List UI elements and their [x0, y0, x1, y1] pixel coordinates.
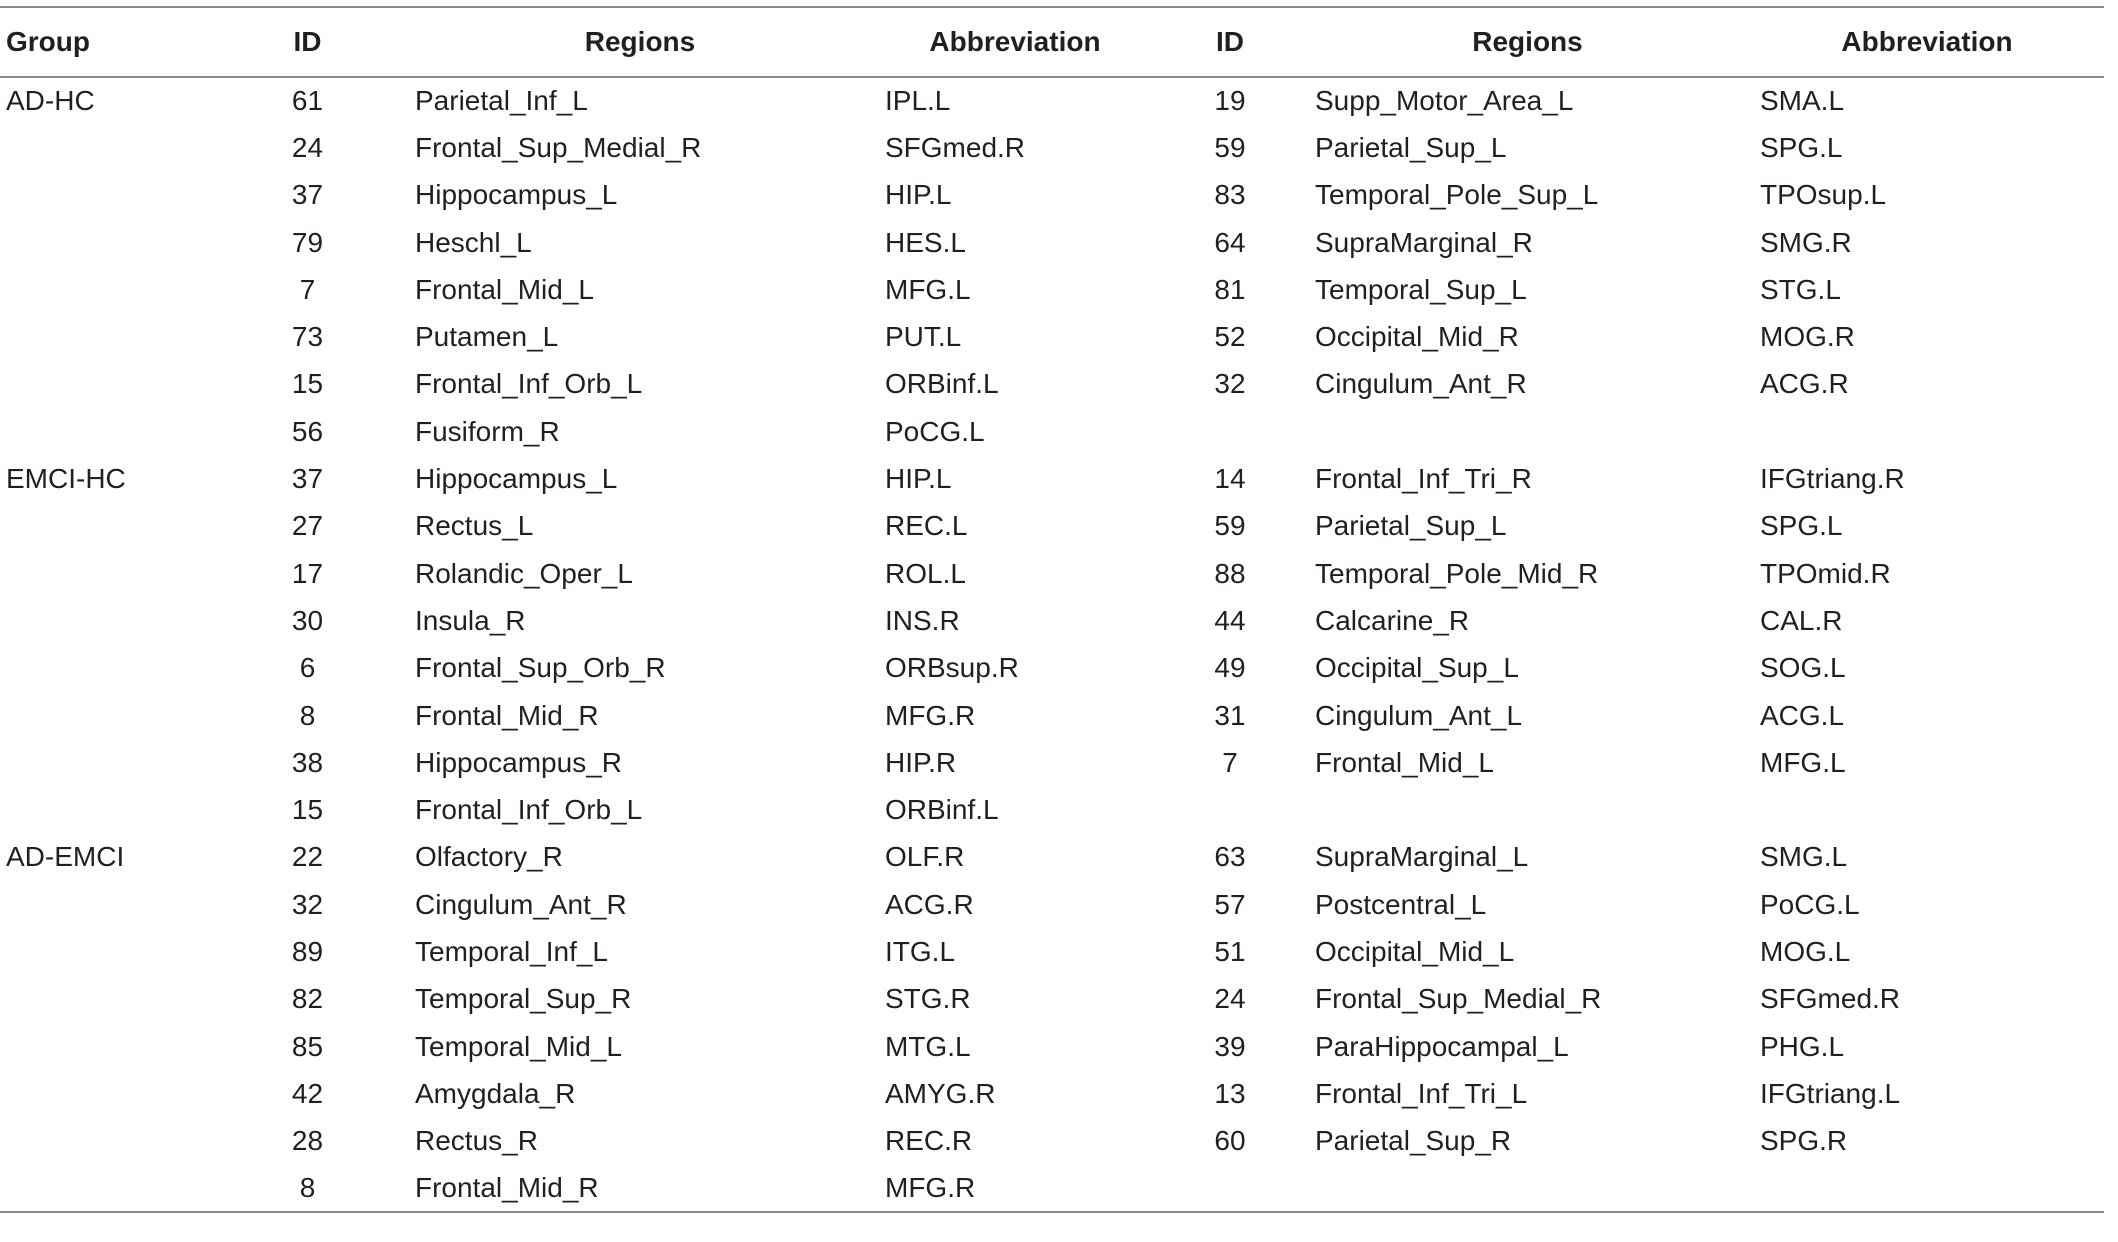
abbreviation-cell-left: REC.R [885, 1125, 973, 1157]
region-cell-right: Occipital_Mid_L [1315, 935, 1515, 967]
region-cell-left: Frontal_Sup_Medial_R [415, 131, 702, 163]
id-cell-left: 42 [291, 1077, 324, 1109]
region-cell-right: Cingulum_Ant_R [1315, 368, 1527, 400]
table-row [0, 219, 2104, 266]
table-row [0, 124, 2104, 171]
id-cell-left: 8 [299, 699, 316, 731]
abbreviation-cell-left: HIP.L [885, 179, 952, 211]
region-cell-left: Rectus_R [415, 1125, 538, 1157]
id-cell-left: 73 [291, 321, 324, 353]
group-cell [0, 408, 210, 455]
table-row [0, 1070, 2104, 1117]
table-row [0, 881, 2104, 928]
id-cell-left: 61 [291, 85, 324, 117]
abbreviation-cell-left: ACG.R [885, 888, 974, 920]
id-cell-left: 24 [291, 131, 324, 163]
id-cell-right: 59 [1214, 131, 1246, 163]
id-cell-right: 64 [1214, 226, 1246, 258]
id-cell-right: 88 [1214, 557, 1246, 589]
region-cell-left: Fusiform_R [415, 415, 560, 447]
group-cell [0, 503, 210, 550]
id-cell-right: 44 [1214, 604, 1246, 636]
region-cell-right: Calcarine_R [1315, 604, 1470, 636]
region-cell-left: Rolandic_Oper_L [415, 557, 633, 589]
group-cell [0, 313, 210, 360]
group-cell [0, 928, 210, 975]
id-cell-right [1155, 408, 1305, 455]
table-row [0, 455, 2104, 502]
id-cell-left: 17 [291, 557, 324, 589]
group-cell [0, 1023, 210, 1070]
region-cell-right: SupraMarginal_L [1315, 841, 1529, 873]
region-cell-right: Occipital_Sup_L [1315, 652, 1519, 684]
region-cell-right: Occipital_Mid_R [1315, 321, 1519, 353]
region-cell-left: Frontal_Sup_Orb_R [415, 652, 666, 684]
abbreviation-cell-right [1750, 408, 2104, 455]
id-cell-right: 13 [1214, 1077, 1246, 1109]
region-cell-left: Frontal_Inf_Orb_L [415, 368, 643, 400]
region-cell-left: Temporal_Inf_L [415, 935, 609, 967]
header-abbreviation-right: Abbreviation [1841, 26, 2013, 57]
abbreviation-cell-right: IFGtriang.L [1760, 1077, 1901, 1109]
region-cell-right: Postcentral_L [1315, 888, 1487, 920]
abbreviation-cell-left: MTG.L [885, 1030, 971, 1062]
abbreviation-cell-right: SMG.L [1760, 841, 1848, 873]
table-row [0, 597, 2104, 644]
header-regions-right: Regions [1472, 26, 1583, 57]
id-cell-right: 31 [1214, 699, 1246, 731]
header-regions-left: Regions [584, 26, 696, 57]
table-row [0, 361, 2104, 408]
id-cell-left: 8 [299, 1171, 316, 1203]
region-cell-right: Frontal_Inf_Tri_L [1315, 1077, 1528, 1109]
id-cell-left: 79 [291, 226, 324, 258]
group-cell: AD-EMCI [6, 841, 125, 873]
table-row [0, 1023, 2104, 1070]
id-cell-left: 27 [291, 510, 324, 542]
abbreviation-cell-right: IFGtriang.R [1760, 463, 1905, 495]
region-cell-left: Amygdala_R [415, 1077, 576, 1109]
id-cell-left: 37 [291, 463, 324, 495]
id-cell-right: 63 [1214, 841, 1246, 873]
id-cell-left: 85 [291, 1030, 324, 1062]
region-cell-left: Rectus_L [415, 510, 534, 542]
group-cell [0, 1165, 210, 1212]
id-cell-left: 32 [291, 888, 324, 920]
group-cell: AD-HC [6, 85, 95, 117]
group-cell [0, 881, 210, 928]
id-cell-left: 7 [299, 273, 316, 305]
abbreviation-cell-right: CAL.R [1760, 604, 1843, 636]
group-cell [0, 266, 210, 313]
table-row [0, 503, 2104, 550]
id-cell-right: 19 [1214, 85, 1246, 117]
region-cell-left: Temporal_Sup_R [415, 983, 632, 1015]
id-cell-left: 37 [291, 179, 324, 211]
abbreviation-cell-right: SOG.L [1760, 652, 1846, 684]
table-row [0, 739, 2104, 786]
region-cell-left: Frontal_Mid_R [415, 699, 599, 731]
abbreviation-cell-right: MOG.L [1760, 935, 1851, 967]
group-cell [0, 976, 210, 1023]
abbreviation-cell-left: INS.R [885, 604, 960, 636]
region-cell-right [1305, 408, 1750, 455]
group-cell [0, 692, 210, 739]
table-row [0, 266, 2104, 313]
abbreviation-cell-right: PoCG.L [1760, 888, 1860, 920]
id-cell-right: 83 [1214, 179, 1246, 211]
abbreviation-cell-right: SPG.L [1760, 131, 1843, 163]
table-body [0, 77, 2104, 1212]
region-cell-right: Temporal_Pole_Mid_R [1315, 557, 1599, 589]
table-row [0, 408, 2104, 455]
region-cell-right [1305, 786, 1750, 833]
id-cell-right: 51 [1214, 935, 1246, 967]
id-cell-right: 14 [1214, 463, 1246, 495]
abbreviation-cell-left: ROL.L [885, 557, 966, 589]
abbreviation-cell-left: IPL.L [885, 85, 951, 117]
abbreviation-cell-right: SPG.L [1760, 510, 1843, 542]
table-row [0, 1118, 2104, 1165]
table-row [0, 550, 2104, 597]
header-id-right: ID [1216, 26, 1244, 57]
id-cell-right [1155, 1165, 1305, 1212]
regions-table [0, 6, 2104, 1213]
header-id-left: ID [293, 26, 322, 57]
abbreviation-cell-right: TPOmid.R [1760, 557, 1891, 589]
abbreviation-cell-right: TPOsup.L [1760, 179, 1887, 211]
abbreviation-cell-left: PUT.L [885, 321, 962, 353]
id-cell-left: 15 [291, 794, 324, 826]
abbreviation-cell-left: ORBsup.R [885, 652, 1019, 684]
id-cell-left: 30 [291, 604, 324, 636]
id-cell-right: 81 [1214, 273, 1246, 305]
id-cell-left: 6 [299, 652, 316, 684]
region-cell-left: Frontal_Mid_R [415, 1171, 599, 1203]
region-cell-left: Cingulum_Ant_R [415, 888, 627, 920]
region-cell-right: Frontal_Sup_Medial_R [1315, 983, 1602, 1015]
id-cell-right [1155, 786, 1305, 833]
abbreviation-cell-right [1750, 786, 2104, 833]
group-cell [0, 786, 210, 833]
abbreviation-cell-left: OLF.R [885, 841, 965, 873]
abbreviation-cell-right [1750, 1165, 2104, 1212]
region-cell-right: Frontal_Inf_Tri_R [1315, 463, 1532, 495]
region-cell-left: Heschl_L [415, 226, 532, 258]
id-cell-right: 49 [1214, 652, 1246, 684]
region-cell-right: Supp_Motor_Area_L [1315, 85, 1574, 117]
group-cell [0, 124, 210, 171]
table-header-row [0, 7, 2104, 77]
id-cell-left: 56 [291, 415, 324, 447]
region-cell-right: Temporal_Sup_L [1315, 273, 1527, 305]
group-cell [0, 645, 210, 692]
id-cell-left: 89 [291, 935, 324, 967]
abbreviation-cell-left: HES.L [885, 226, 966, 258]
abbreviation-cell-right: ACG.L [1760, 699, 1845, 731]
id-cell-right: 7 [1222, 746, 1238, 778]
id-cell-left: 28 [291, 1125, 324, 1157]
abbreviation-cell-left: MFG.R [885, 1171, 976, 1203]
table-row [0, 928, 2104, 975]
id-cell-right: 60 [1214, 1125, 1246, 1157]
id-cell-left: 15 [291, 368, 324, 400]
abbreviation-cell-left: HIP.R [885, 746, 957, 778]
group-cell: EMCI-HC [6, 463, 126, 495]
abbreviation-cell-left: MFG.L [885, 273, 971, 305]
table-row [0, 313, 2104, 360]
region-cell-right: Parietal_Sup_L [1315, 510, 1507, 542]
id-cell-left: 38 [291, 746, 324, 778]
id-cell-left: 22 [291, 841, 324, 873]
abbreviation-cell-right: STG.L [1760, 273, 1841, 305]
group-cell [0, 219, 210, 266]
region-cell-right: Temporal_Pole_Sup_L [1315, 179, 1599, 211]
id-cell-right: 52 [1214, 321, 1246, 353]
group-cell [0, 1070, 210, 1117]
abbreviation-cell-left: HIP.L [885, 463, 952, 495]
table-row [0, 834, 2104, 881]
region-cell-left: Hippocampus_R [415, 746, 622, 778]
abbreviation-cell-left: ORBinf.L [885, 794, 999, 826]
region-cell-left: Insula_R [415, 604, 526, 636]
table-row [0, 786, 2104, 833]
table-row [0, 976, 2104, 1023]
abbreviation-cell-right: ACG.R [1760, 368, 1849, 400]
region-cell-right: Parietal_Sup_R [1315, 1125, 1512, 1157]
id-cell-right: 32 [1214, 368, 1246, 400]
abbreviation-cell-right: SMA.L [1760, 85, 1845, 117]
region-cell-left: Hippocampus_L [415, 179, 618, 211]
abbreviation-cell-left: REC.L [885, 510, 968, 542]
table-row [0, 645, 2104, 692]
region-cell-left: Frontal_Inf_Orb_L [415, 794, 643, 826]
abbreviation-cell-left: PoCG.L [885, 415, 985, 447]
abbreviation-cell-left: STG.R [885, 983, 971, 1015]
region-cell-right: Cingulum_Ant_L [1315, 699, 1523, 731]
table-row [0, 1165, 2104, 1212]
region-cell-right [1305, 1165, 1750, 1212]
group-cell [0, 172, 210, 219]
group-cell [0, 597, 210, 644]
group-cell [0, 361, 210, 408]
region-cell-right: SupraMarginal_R [1315, 226, 1533, 258]
header-group: Group [6, 26, 90, 57]
region-cell-left: Putamen_L [415, 321, 559, 353]
abbreviation-cell-right: SFGmed.R [1760, 983, 1901, 1015]
id-cell-left: 82 [291, 983, 324, 1015]
region-cell-left: Temporal_Mid_L [415, 1030, 622, 1062]
id-cell-right: 24 [1214, 983, 1246, 1015]
table-row [0, 77, 2104, 124]
table-row [0, 692, 2104, 739]
region-cell-left: Hippocampus_L [415, 463, 618, 495]
id-cell-right: 59 [1214, 510, 1246, 542]
region-cell-right: Frontal_Mid_L [1315, 746, 1494, 778]
abbreviation-cell-right: SMG.R [1760, 226, 1852, 258]
region-cell-left: Olfactory_R [415, 841, 563, 873]
id-cell-right: 39 [1214, 1030, 1246, 1062]
abbreviation-cell-left: MFG.R [885, 699, 976, 731]
abbreviation-cell-left: ITG.L [885, 935, 956, 967]
abbreviation-cell-left: AMYG.R [885, 1077, 996, 1109]
group-cell [0, 739, 210, 786]
abbreviation-cell-right: MFG.L [1760, 746, 1846, 778]
region-cell-right: ParaHippocampal_L [1315, 1030, 1569, 1062]
abbreviation-cell-right: SPG.R [1760, 1125, 1848, 1157]
header-abbreviation-left: Abbreviation [929, 26, 1101, 57]
table-row [0, 172, 2104, 219]
abbreviation-cell-left: SFGmed.R [885, 131, 1026, 163]
region-cell-left: Frontal_Mid_L [415, 273, 594, 305]
abbreviation-cell-right: MOG.R [1760, 321, 1855, 353]
abbreviation-cell-right: PHG.L [1760, 1030, 1845, 1062]
group-cell [0, 550, 210, 597]
region-cell-left: Parietal_Inf_L [415, 85, 588, 117]
group-cell [0, 1118, 210, 1165]
region-cell-right: Parietal_Sup_L [1315, 131, 1507, 163]
abbreviation-cell-left: ORBinf.L [885, 368, 999, 400]
id-cell-right: 57 [1214, 888, 1246, 920]
